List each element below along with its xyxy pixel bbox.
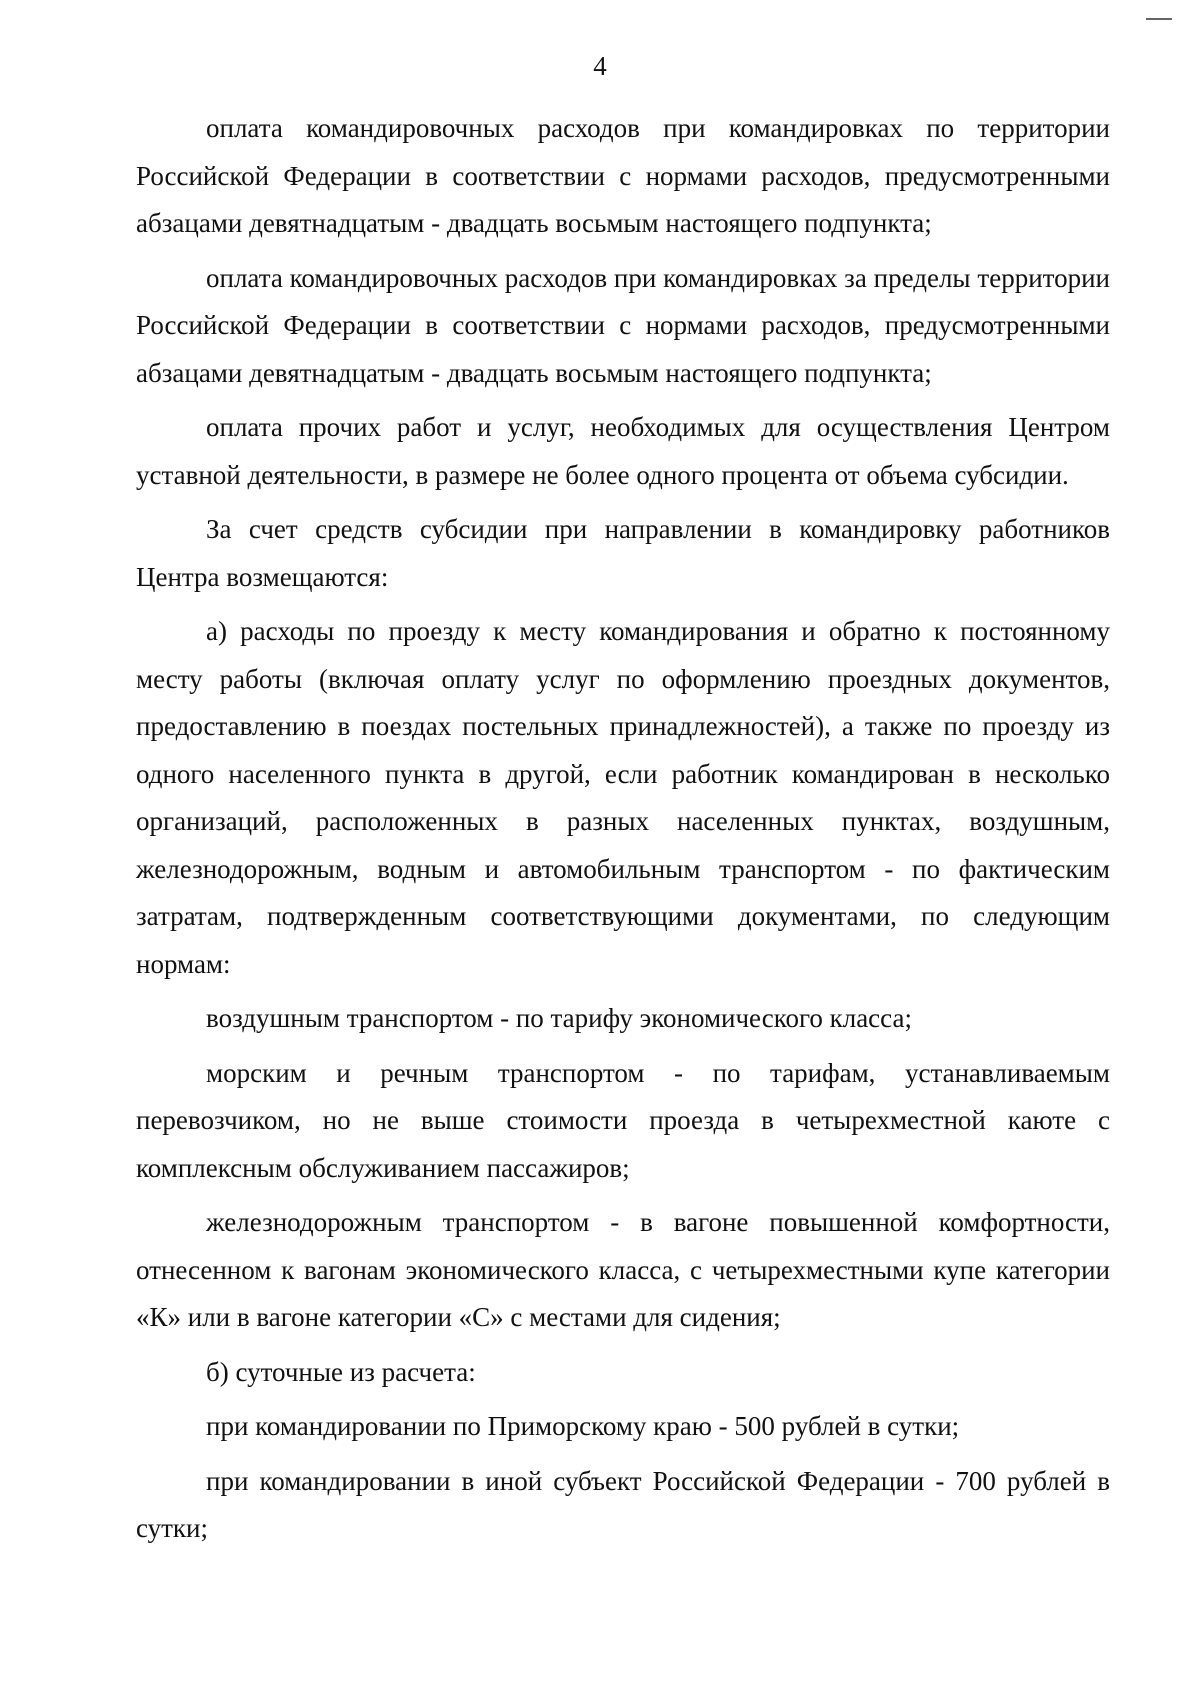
paragraph-rail-transport: железнодорожным транспортом - в вагоне повышенной комфортности, отнесенном к вагонам экономического класса, с четырехместными купе категории «К» или в вагоне категории «С» с местами для сидения;	[136, 1207, 1110, 1332]
page-number: 4	[593, 51, 607, 81]
paragraph-travel-expenses-abroad: оплата командировочных расходов при командировках за пределы территории Российской Федерации в соответствии с нормами расходов, предусмотренными абзацами девятнадцатым - двадцать восьмым настоящего подпункта;	[136, 262, 1110, 388]
document-body	[136, 105, 1110, 1560]
paragraph-daily-allowance-other-region: при командировании в иной субъект Российской Федерации - 700 рублей в сутки;	[136, 1465, 1110, 1543]
paragraph-travel-expenses-russia: оплата командировочных расходов при командировках по территории Российской Федерации в соответствии с нормами расходов, предусмотренными абзацами девятнадцатым - двадцать восьмым настоящего подпункта;	[136, 113, 1110, 238]
paragraph-daily-allowance-intro: б) суточные из расчета:	[206, 1356, 476, 1387]
paragraph-other-works-services: оплата прочих работ и услуг, необходимых для осуществления Центром уставной деятельности, в размере не более одного процента от объема субсидии.	[136, 412, 1110, 490]
scan-corner-mark	[1146, 18, 1172, 20]
paragraph-sea-river-transport: морским и речным транспортом - по тарифам, устанавливаемым перевозчиком, но не выше стоимости проезда в четырехместной каюте с комплексным обслуживанием пассажиров;	[136, 1057, 1110, 1183]
paragraph-daily-allowance-primorsky: при командировании по Приморскому краю - 500 рублей в сутки;	[206, 1411, 960, 1441]
paragraph-travel-fare-expenses: а) расходы по проезду к месту командирования и обратно к постоянному месту работы (включая оплату услуг по оформлению проездных документов, предоставлению в поездах постельных принадлежностей), а также по проезду из одного населенного пункта в другой, если работник командирован в несколько организаций, расположенных в разных населенных пунктах, воздушным, железнодорожным, водным и автомобильным транспортом - по фактическим затратам, подтвержденным соответствующими документами, по следующим нормам:	[136, 616, 1110, 979]
paragraph-air-transport: воздушным транспортом - по тарифу экономического класса;	[206, 1003, 912, 1033]
paragraph-subsidy-reimbursement-intro: За счет средств субсидии при направлении в командировку работников Центра возмещаются:	[136, 514, 1110, 592]
